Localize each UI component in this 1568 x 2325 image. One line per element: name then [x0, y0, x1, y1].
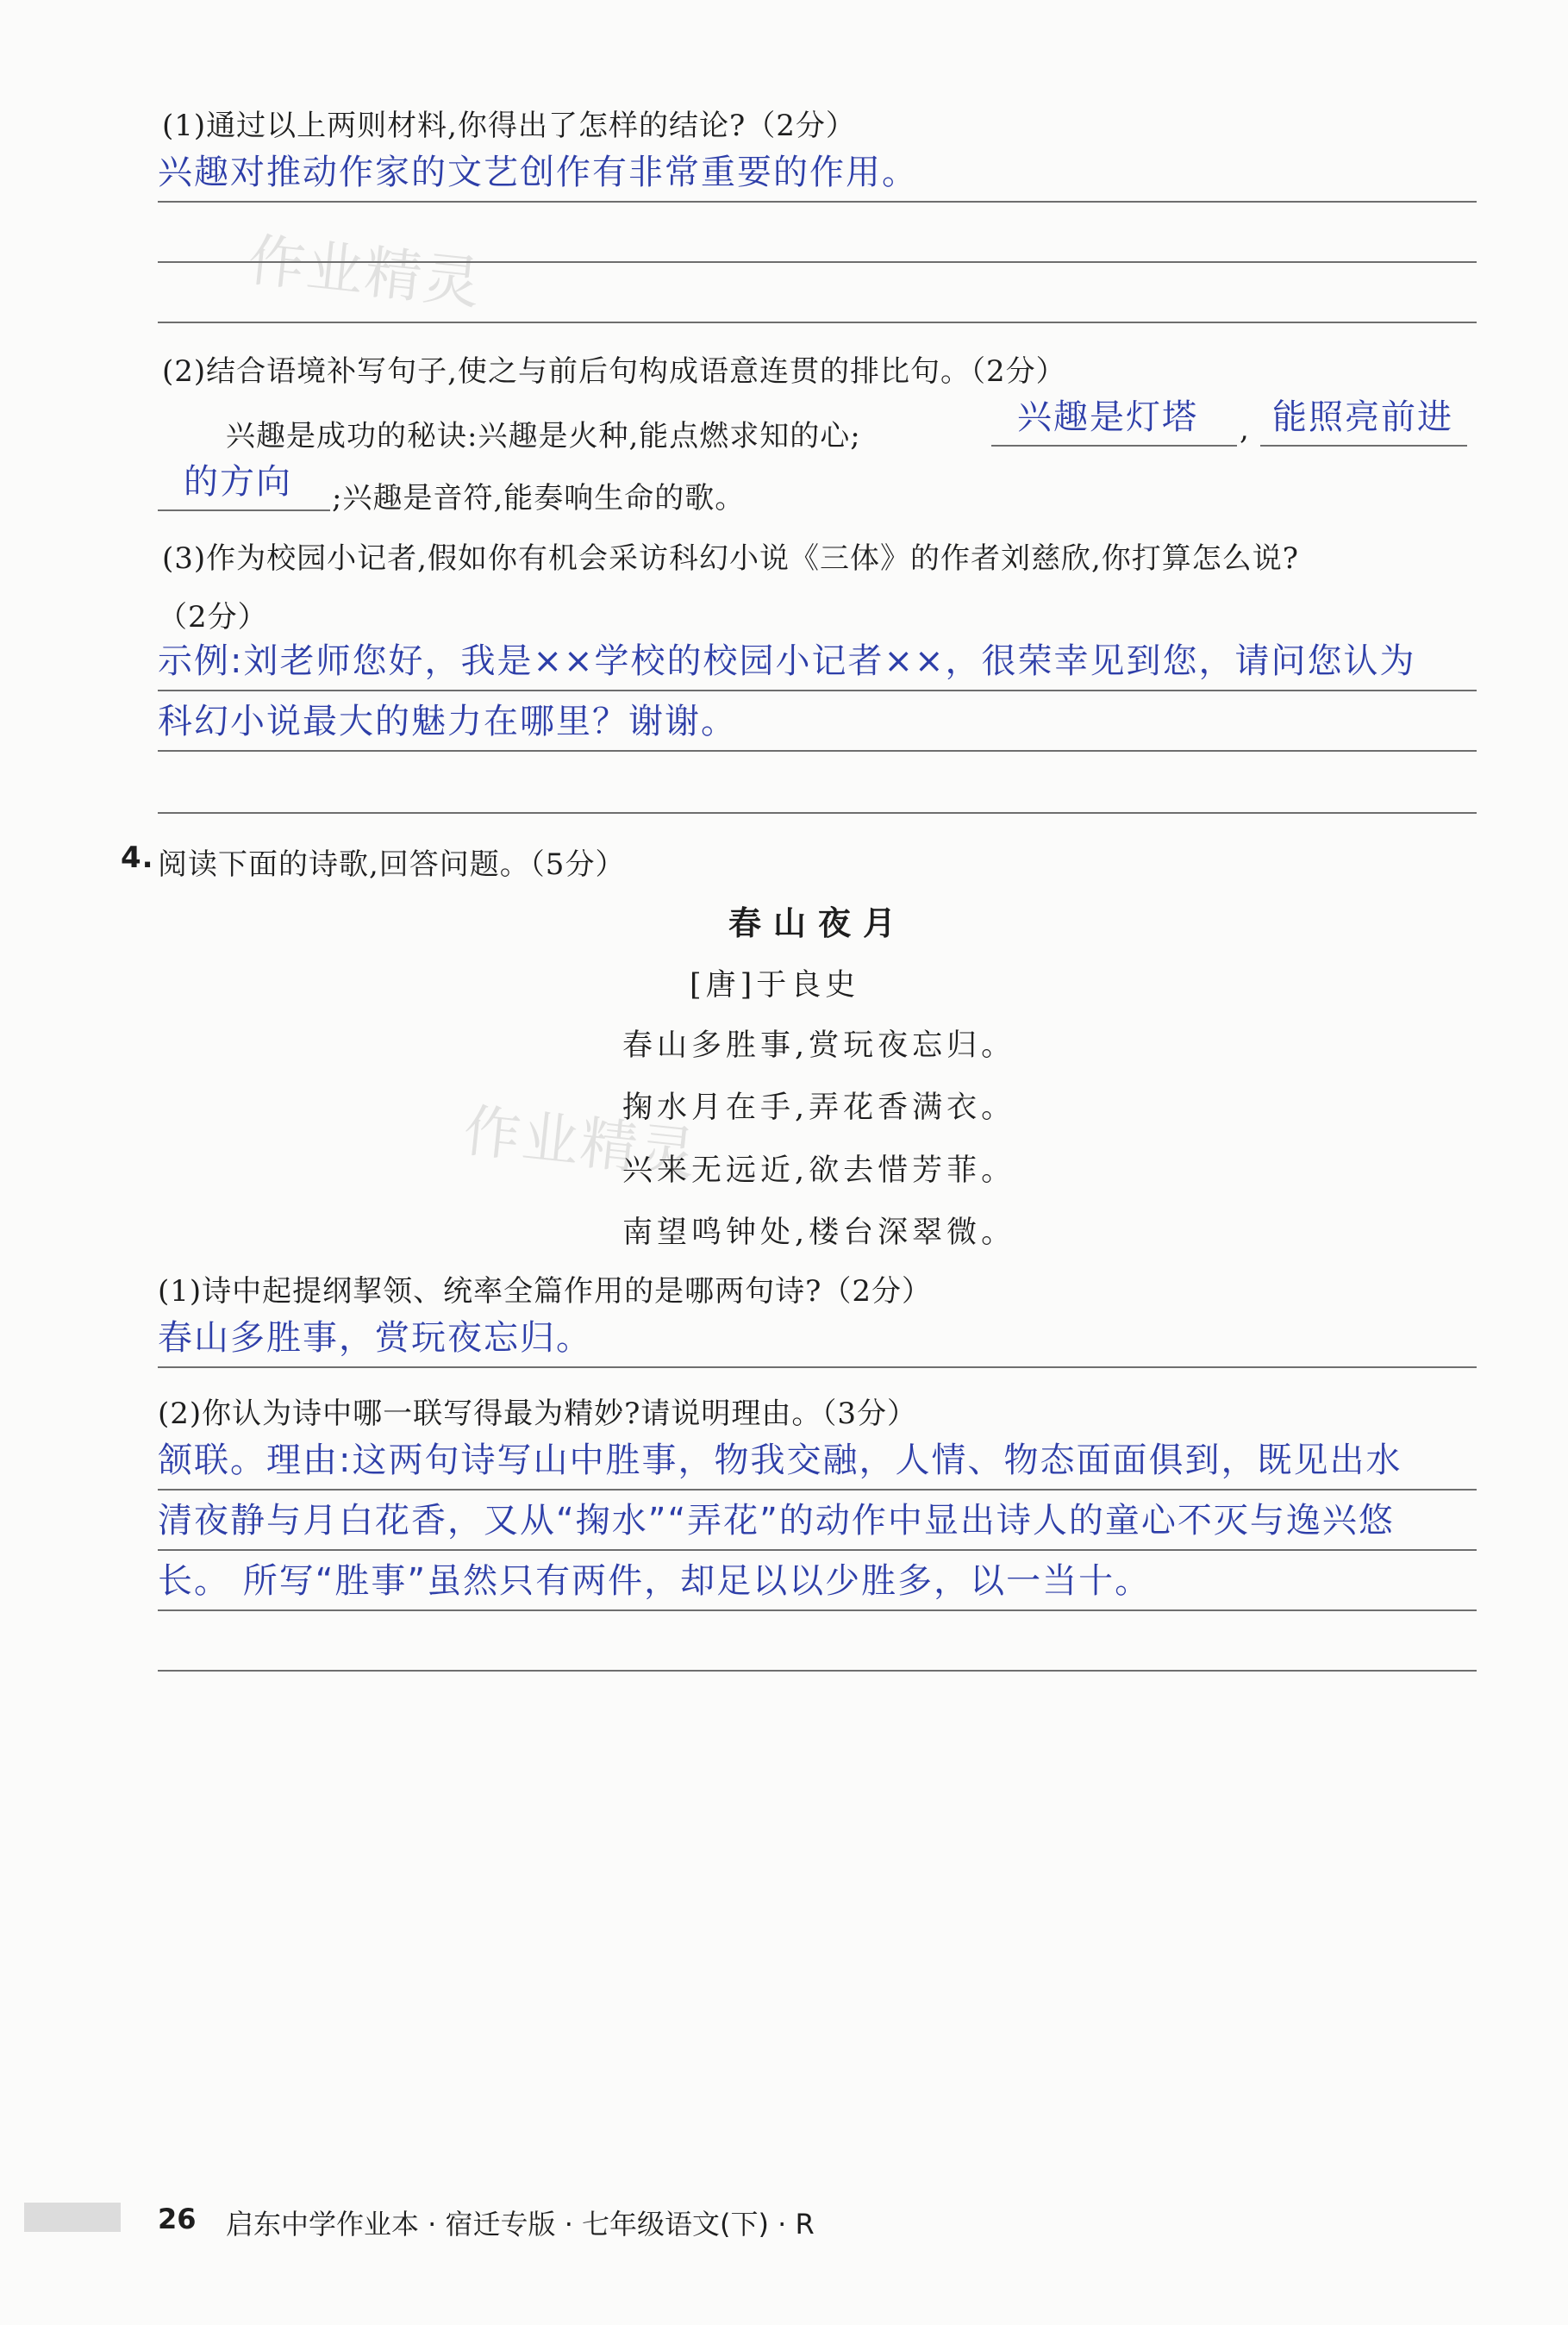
answer-line: [158, 1609, 1477, 1611]
answer-line: [158, 201, 1477, 203]
fill-blank-2: [1260, 445, 1467, 447]
answer-line: [158, 750, 1477, 752]
answer-line: [158, 1366, 1477, 1368]
fill-blank-3: [158, 509, 330, 511]
poem-line-4: 南望鸣钟处,楼台深翠微。: [622, 1216, 1016, 1250]
poem-title: 春山夜月: [728, 904, 909, 942]
q4-2-answer-line2: 清夜静与月白花香，又从“掬水”“弄花”的动作中显出诗人的童心不灭与逸兴悠: [158, 1501, 1395, 1541]
book-title: 启东中学作业本 · 宿迁专版 · 七年级语文(下) · R: [226, 2208, 815, 2241]
poem-line-2: 掬水月在手,弄花香满衣。: [622, 1091, 1016, 1125]
q3-1-prompt: (1)通过以上两则材料,你得出了怎样的结论?（2分）: [162, 109, 856, 143]
question-4-instruction: 阅读下面的诗歌,回答问题。（5分）: [158, 847, 626, 882]
poem-line-1: 春山多胜事,赏玩夜忘归。: [622, 1028, 1016, 1063]
q3-1-answer: 兴趣对推动作家的文艺创作有非常重要的作用。: [158, 153, 918, 192]
q4-2-answer-line1: 颔联。理由:这两句诗写山中胜事，物我交融，人情、物态面面俱到，既见出水: [158, 1441, 1402, 1480]
q3-3-answer-line1: 示例:刘老师您好，我是××学校的校园小记者××，很荣幸见到您，请问您认为: [158, 641, 1416, 681]
watermark-top: 作业精灵: [245, 226, 485, 317]
q3-2-blank1-answer: 兴趣是灯塔: [1017, 397, 1198, 437]
q4-2-prompt: (2)你认为诗中哪一联写得最为精妙?请说明理由。（3分）: [158, 1397, 918, 1431]
q3-2-prompt: (2)结合语境补写句子,使之与前后句构成语意连贯的排比句。（2分）: [162, 354, 1066, 389]
poem-author: [唐]于良史: [690, 968, 860, 1003]
q3-2-comma: ,: [1240, 412, 1250, 447]
answer-line: [158, 1549, 1477, 1551]
question-4-number: 4.: [121, 841, 154, 875]
q4-1-answer: 春山多胜事，赏玩夜忘归。: [158, 1318, 592, 1358]
poem-line-3: 兴来无远近,欲去惜芳菲。: [622, 1153, 1016, 1188]
q3-2-blank2-answer: 能照亮前进: [1272, 397, 1453, 437]
watermark-middle: 作业精灵: [460, 1097, 701, 1188]
q3-2-blank3-answer: 的方向: [184, 462, 292, 502]
answer-line: [158, 1489, 1477, 1491]
answer-line: [158, 812, 1477, 814]
fill-blank-1: [991, 445, 1237, 447]
q3-3-prompt-line1: (3)作为校园小记者,假如你有机会采访科幻小说《三体》的作者刘慈欣,你打算怎么说?: [162, 541, 1300, 576]
answer-line: [158, 261, 1477, 263]
q4-1-prompt: (1)诗中起提纲挈领、统率全篇作用的是哪两句诗?（2分）: [158, 1274, 933, 1309]
edge-marker: [24, 2203, 121, 2232]
q3-3-answer-line2: 科幻小说最大的魅力在哪里？谢谢。: [158, 702, 737, 741]
answer-line: [158, 1670, 1477, 1672]
answer-line: [158, 322, 1477, 323]
q3-2-sentence-end: ;兴趣是音符,能奏响生命的歌。: [332, 481, 746, 516]
page-number: 26: [158, 2203, 197, 2235]
answer-line: [158, 690, 1477, 691]
q4-2-answer-line3: 长。 所写“胜事”虽然只有两件，却足以以少胜多，以一当十。: [158, 1561, 1152, 1601]
q3-3-prompt-line2: （2分）: [158, 600, 268, 634]
q3-2-sentence-start: 兴趣是成功的秘诀:兴趣是火种,能点燃求知的心;: [226, 419, 861, 453]
